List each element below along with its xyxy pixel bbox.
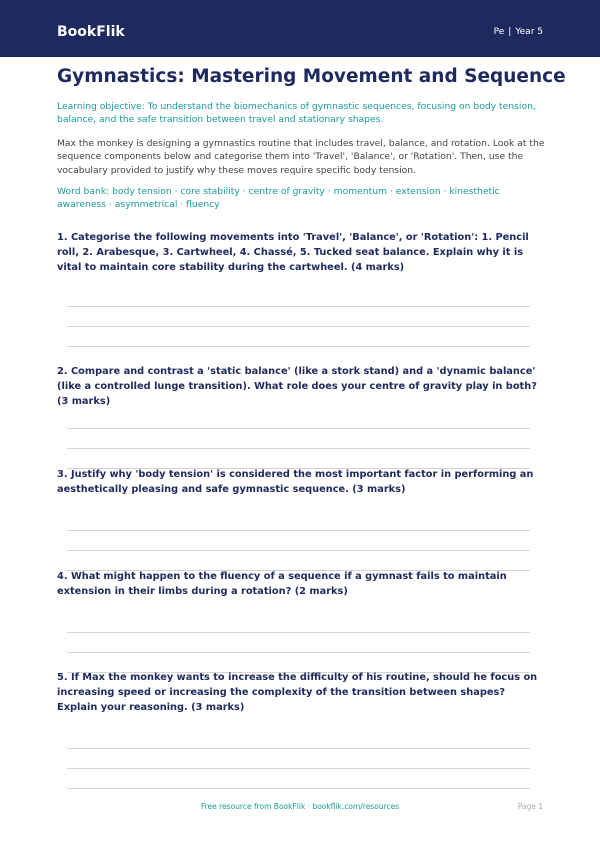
word-bank: Word bank: body tension · core stability · centre of gravity · momentum · extension · kinesthetic awareness · asymmetrical · fluency: [57, 186, 500, 210]
answer-line[interactable]: [67, 788, 530, 789]
header-bar: [0, 0, 600, 57]
answer-line[interactable]: [67, 748, 530, 749]
question-1: 1. Categorise the following movements into 'Travel', 'Balance', or 'Rotation': 1. Pencil roll, 2. Arabesque, 3. Cartwheel, 4. Chassé, 5. Tucked seat balance. Explain why it is vital to maintain core stability during the cartwheel. (4 marks): [57, 232, 529, 273]
answer-line[interactable]: [67, 768, 530, 769]
answer-line[interactable]: [67, 632, 530, 633]
answer-line[interactable]: [67, 346, 530, 347]
subject-label: Pe: [493, 27, 505, 37]
subject-year-label: [494, 26, 543, 38]
worksheet-title: Gymnastics: Mastering Movement and Sequence: [57, 66, 566, 87]
brand-logo-text: BookFlik: [57, 24, 125, 40]
answer-line[interactable]: [67, 306, 530, 307]
question-5: 5. If Max the monkey wants to increase the difficulty of his routine, should he focus on increasing speed or increasing the complexity of the transition between shapes? Explain your reasoning. (3 marks): [57, 672, 538, 713]
question-3: 3. Justify why 'body tension' is considered the most important factor in performing an aesthetically pleasing and safe gymnastic sequence. (3 marks): [57, 469, 534, 495]
answer-line[interactable]: [67, 326, 530, 327]
question-2: 2. Compare and contrast a 'static balance' (like a stork stand) and a 'dynamic balance' (like a controlled lunge transition). What role does your centre of gravity play in both? (3 marks): [57, 366, 537, 407]
answer-line[interactable]: [67, 428, 530, 429]
meta-separator: |: [508, 27, 512, 37]
year-label: Year 5: [515, 27, 543, 37]
page-number: Page 1: [517, 802, 543, 811]
answer-line[interactable]: [67, 530, 530, 531]
answer-line[interactable]: [67, 652, 530, 653]
intro-paragraph: Max the monkey is designing a gymnastics routine that includes travel, balance, and rotation. Look at the sequence components below and categorise them into 'Travel', 'Balance', or 'Rotation'. Then, use the vocabulary provided to justify why these moves require specific body tension.: [57, 138, 545, 176]
footer-credit: Free resource from BookFlik · bookflik.com/resources: [200, 802, 400, 811]
answer-line[interactable]: [67, 448, 530, 449]
question-4: 4. What might happen to the fluency of a sequence if a gymnast fails to maintain extension in their limbs during a rotation? (2 marks): [57, 571, 507, 597]
learning-objective: Learning objective: To understand the biomechanics of gymnastic sequences, focusing on body tension, balance, and the safe transition between travel and stationary shapes.: [57, 101, 536, 125]
answer-line[interactable]: [67, 550, 530, 551]
